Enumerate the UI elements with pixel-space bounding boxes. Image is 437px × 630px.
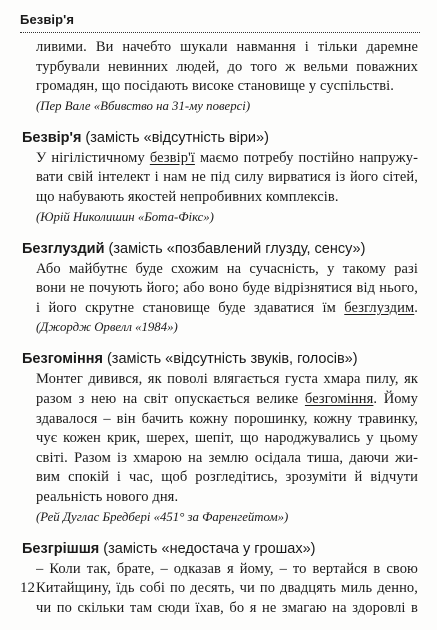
quote-line: турбували невинних людей, до того ж вельми поважних bbox=[36, 58, 418, 75]
quote-line: що набувають якостей непробивних комплексів. bbox=[36, 188, 339, 205]
quote-line: Монтег дивився, як поволі влягається густа хмара пилу, як bbox=[36, 371, 418, 388]
headword: Безгоміння bbox=[22, 351, 103, 368]
text-fragment: і його скрутне становище буде здаватися їм bbox=[36, 299, 345, 316]
headword-line bbox=[22, 349, 418, 369]
quote-source: (Джордж Орвелл «1984») bbox=[36, 320, 178, 335]
text-fragment: . Йому bbox=[373, 390, 418, 407]
entry-bezhrishshia bbox=[22, 539, 418, 619]
quote-line: Або майбутнє буде схожим на сучасність, у такому разі bbox=[36, 260, 418, 277]
quote-source: (Пер Вале «Вбивство на 31-му поверсі) bbox=[36, 98, 251, 113]
quote-text bbox=[36, 38, 418, 97]
headword: Безглуздий bbox=[22, 240, 105, 257]
quote-text bbox=[36, 560, 418, 619]
quote-text bbox=[36, 370, 418, 507]
quote-source: (Рей Дуглас Бредбері «451° за Фаренгейтом») bbox=[36, 509, 289, 524]
entry-bezhluzdyi bbox=[22, 239, 418, 337]
headword-note: (замість «відсутність звуків, голосів») bbox=[102, 351, 358, 368]
text-fragment: . bbox=[414, 299, 418, 316]
quote-line: вони не почують його; або воно буде відрізнятися від нього, bbox=[36, 280, 418, 297]
text-fragment: разом з нею на світ опускається велике bbox=[36, 390, 305, 407]
headword-note: (замість «позбавлений глузду, сенсу») bbox=[104, 240, 366, 257]
quote-line: реальність нового дня. bbox=[36, 488, 179, 505]
headword-line bbox=[22, 239, 418, 259]
quote-line: чи по скільки там сюди їхав, бо я не змагаю на здоровлі в bbox=[36, 599, 418, 616]
text-fragment: У нігілістичному bbox=[36, 149, 150, 166]
quote-line: ливими. Ви начебто шукали навмання і тільки даремне bbox=[36, 39, 418, 55]
headword: Безгрішшя bbox=[22, 540, 100, 557]
quote-line bbox=[36, 390, 418, 410]
quote-line: здавалося – він бачить кожну порошинку, кожну травинку, bbox=[36, 410, 418, 427]
headword-note: (замість «недостача у грошах») bbox=[99, 540, 316, 557]
running-header-title: Безвір'я bbox=[20, 12, 75, 27]
quote-line: чує кожен крик, шерех, шепіт, що народжувались у цьому bbox=[36, 430, 418, 447]
underlined-term: безглуздим bbox=[344, 299, 415, 316]
headword-line bbox=[22, 539, 418, 559]
quote-line: громадян, що посідають високе становище у суспільстві. bbox=[36, 78, 395, 95]
quote-line: світі. Разом із хмарою на землю осідала тиша, даючи жи- bbox=[36, 449, 418, 466]
page-content bbox=[22, 38, 418, 618]
headword-line bbox=[22, 128, 418, 148]
entry-bezviria bbox=[22, 128, 418, 226]
running-header bbox=[20, 10, 420, 34]
text-fragment: маємо потребу постійно напружу- bbox=[194, 149, 418, 166]
underlined-term: безвір'ї bbox=[149, 149, 195, 166]
quote-line: вати свій інтелект і нам не під силу вирватися із його сітей, bbox=[36, 169, 418, 186]
quote-line: – Коли так, брате, – одказав я йому, – то вертайся в свою bbox=[36, 560, 418, 577]
quote-line: Китайщину, їдь собі по десять, чи по двадцять миль денно, bbox=[36, 580, 418, 597]
quote-line: вим спокій і час, щоб розгледітись, зрозуміти й відчути bbox=[36, 469, 418, 486]
quote-line bbox=[36, 149, 418, 169]
header-dotted-rule bbox=[20, 32, 420, 33]
entry-bezhominnia bbox=[22, 349, 418, 525]
entry-continuation bbox=[22, 38, 418, 115]
underlined-term: безгоміння bbox=[304, 390, 374, 407]
page-number: 12 bbox=[20, 580, 35, 596]
headword-note: (замість «відсутність віри») bbox=[81, 129, 269, 146]
quote-text bbox=[36, 149, 418, 208]
headword: Безвір'я bbox=[22, 129, 82, 146]
quote-source: (Юрій Николишин «Бота-Фікс») bbox=[36, 209, 214, 224]
quote-line bbox=[36, 299, 418, 319]
quote-text bbox=[36, 260, 418, 319]
